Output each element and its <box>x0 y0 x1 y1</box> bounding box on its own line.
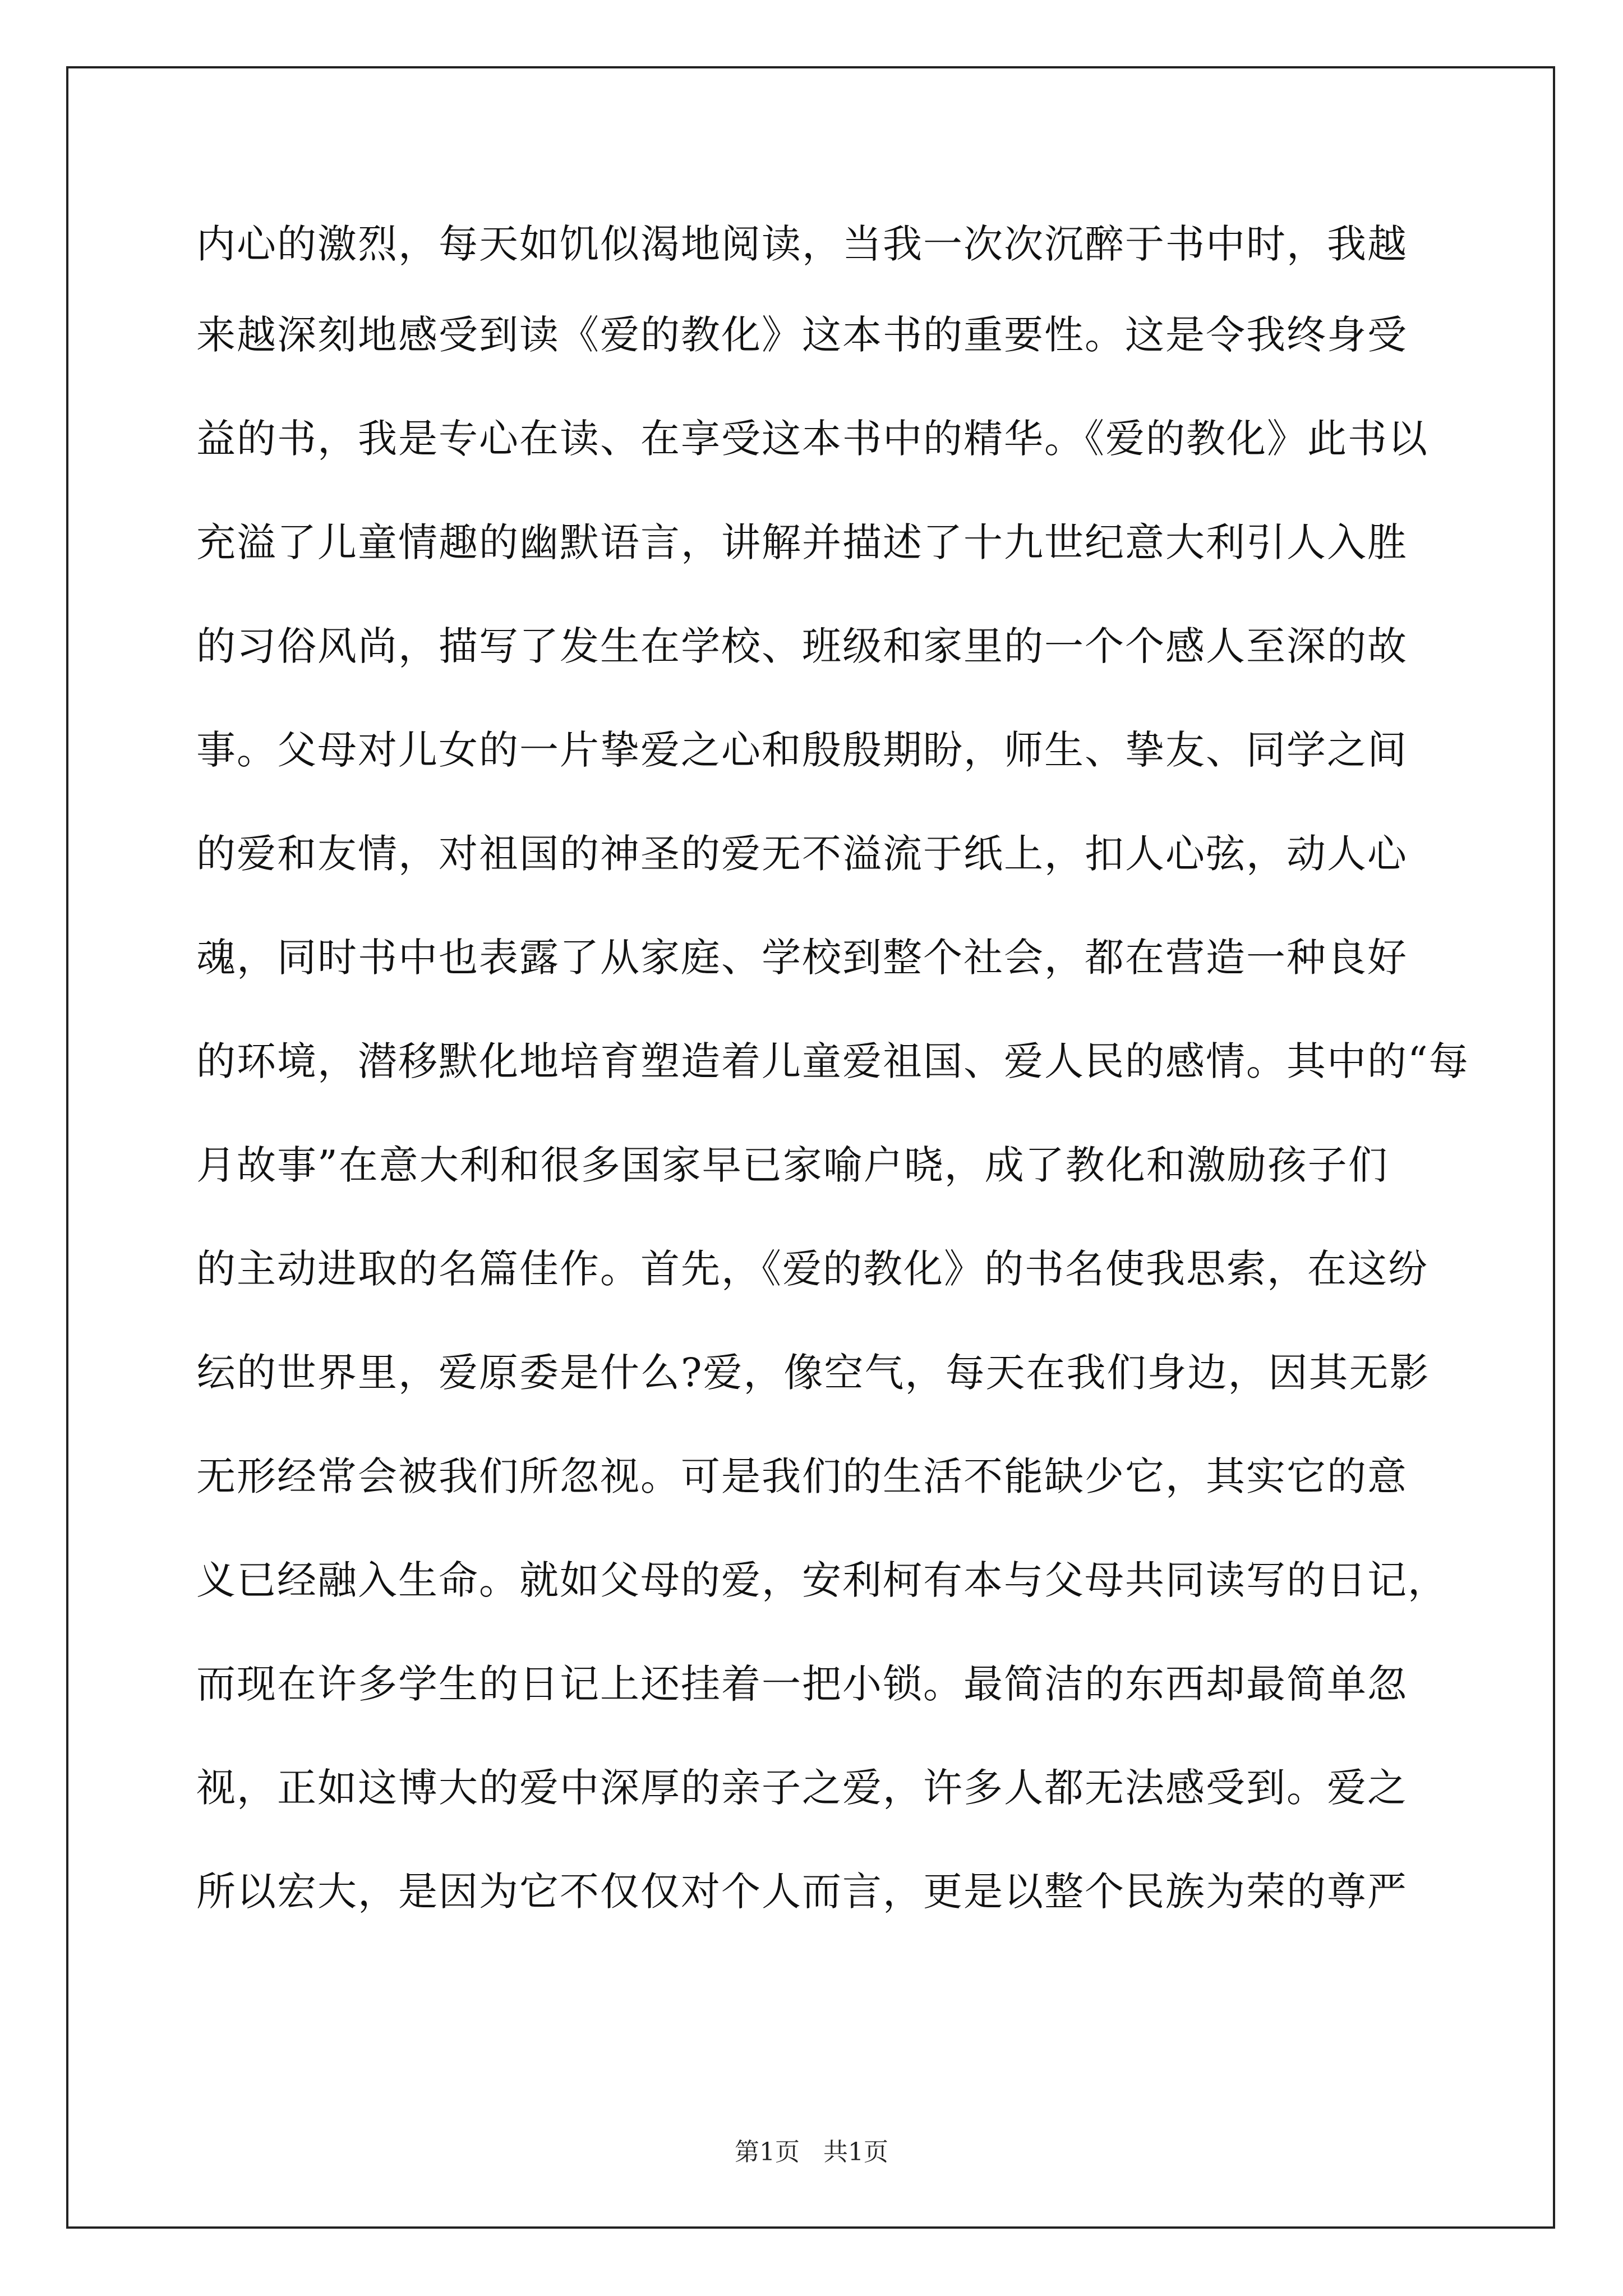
text-line-10: 月故事”在意大利和很多国家早已家喻户晓，成了教化和激励孩子们 <box>196 1142 1389 1188</box>
page-total: 共1页 <box>823 2138 888 2166</box>
text-line-8: 魂，同时书中也表露了从家庭、学校到整个社会，都在营造一种良好 <box>196 935 1408 981</box>
text-line-9: 的环境，潜移默化地培育塑造着儿童爱祖国、爱人民的感情。其中的“每 <box>196 1038 1469 1084</box>
text-line-11: 的主动进取的名篇佳作。首先，《爱的教化》的书名使我思索，在这纷 <box>196 1246 1428 1292</box>
text-line-16: 视，正如这博大的爱中深厚的亲子之爱，许多人都无法感受到。爱之 <box>196 1765 1408 1811</box>
document-body <box>196 205 1469 1944</box>
text-line-15: 而现在许多学生的日记上还挂着一把小锁。最简洁的东西却最简单忽 <box>196 1661 1408 1707</box>
page-number: 第1页 <box>735 2138 800 2166</box>
text-line-2: 来越深刻地感受到读《爱的教化》这本书的重要性。这是令我终身受 <box>196 312 1408 358</box>
text-line-6: 事。父母对儿女的一片挚爱之心和殷殷期盼，师生、挚友、同学之间 <box>196 727 1408 773</box>
text-line-1: 内心的激烈，每天如饥似渴地阅读，当我一次次沉醉于书中时，我越 <box>196 221 1408 267</box>
text-line-5: 的习俗风尚，描写了发生在学校、班级和家里的一个个感人至深的故 <box>196 623 1408 669</box>
text-line-13: 无形经常会被我们所忽视。可是我们的生活不能缺少它，其实它的意 <box>196 1453 1408 1499</box>
page-footer <box>0 2132 1623 2168</box>
text-line-14: 义已经融入生命。就如父母的爱，安利柯有本与父母共同读写的日记， <box>196 1557 1448 1603</box>
text-line-12: 纭的世界里，爱原委是什么?爱，像空气，每天在我们身边，因其无影 <box>196 1350 1430 1396</box>
text-line-3: 益的书，我是专心在读、在享受这本书中的精华。《爱的教化》此书以 <box>196 416 1428 462</box>
text-line-7: 的爱和友情，对祖国的神圣的爱无不溢流于纸上，扣人心弦，动人心 <box>196 831 1408 877</box>
text-line-4: 充溢了儿童情趣的幽默语言，讲解并描述了十九世纪意大利引人入胜 <box>196 519 1408 565</box>
text-line-17: 所以宏大，是因为它不仅仅对个人而言，更是以整个民族为荣的尊严 <box>196 1869 1408 1915</box>
